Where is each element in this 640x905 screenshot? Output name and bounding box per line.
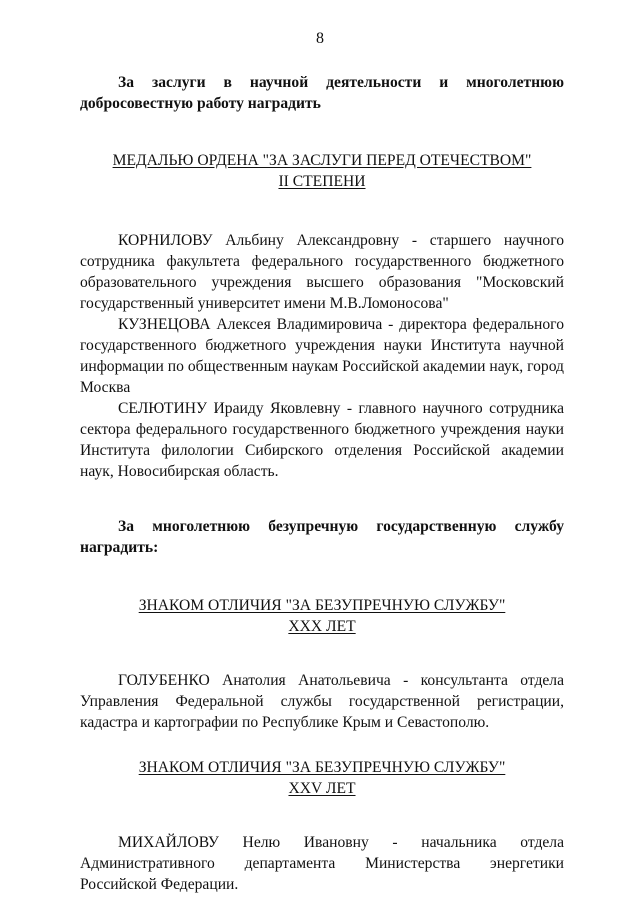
award-title-badge-30-line1: ЗНАКОМ ОТЛИЧИЯ "ЗА БЕЗУПРЕЧНУЮ СЛУЖБУ" [138,597,506,614]
recipient-paragraph: СЕЛЮТИНУ Ираиду Яковлевну - главного научного сотрудника сектора федерального государственного бюджетного учреждения науки Института филологии Сибирского отделения Российской академии наук, Новосибирская область. [80,400,564,480]
recipient-paragraph: МИХАЙЛОВУ Нелю Ивановну - начальника отдела Административного департамента Министерства энергетики Российской Федерации. [80,834,564,893]
award-title-medal-line2: II СТЕПЕНИ [278,173,366,190]
award-intro-service: За многолетнюю безупречную государственную службу наградить: [80,518,564,556]
document-body [80,72,564,895]
award-title-medal [80,150,564,192]
award-intro-science: За заслуги в научной деятельности и многолетнюю добросовестную работу наградить [80,74,564,112]
award-title-badge-25-line1: ЗНАКОМ ОТЛИЧИЯ "ЗА БЕЗУПРЕЧНУЮ СЛУЖБУ" [138,759,506,776]
award-title-badge-30-line2: XXX ЛЕТ [288,618,356,635]
recipient-paragraph: ГОЛУБЕНКО Анатолия Анатольевича - консультанта отдела Управления Федеральной службы государственной регистрации, кадастра и картографии по Республике Крым и Севастополю. [80,672,564,731]
recipient-paragraph: КУЗНЕЦОВА Алексея Владимировича - директора федерального государственного бюджетного учреждения науки Института научной информации по общественным наукам Российской академии наук, город Москва [80,316,564,396]
award-title-badge-30 [80,595,564,637]
award-title-medal-line1: МЕДАЛЬЮ ОРДЕНА "ЗА ЗАСЛУГИ ПЕРЕД ОТЕЧЕСТВОМ" [112,152,532,169]
award-title-badge-25-line2: XXV ЛЕТ [288,780,356,797]
page-number: 8 [316,30,324,47]
recipient-paragraph: КОРНИЛОВУ Альбину Александровну - старшего научного сотрудника факультета федерального государственного бюджетного образовательного учреждения высшего образования "Московский государственный университет имени М.В.Ломоносова" [80,232,564,312]
award-title-badge-25 [80,757,564,799]
